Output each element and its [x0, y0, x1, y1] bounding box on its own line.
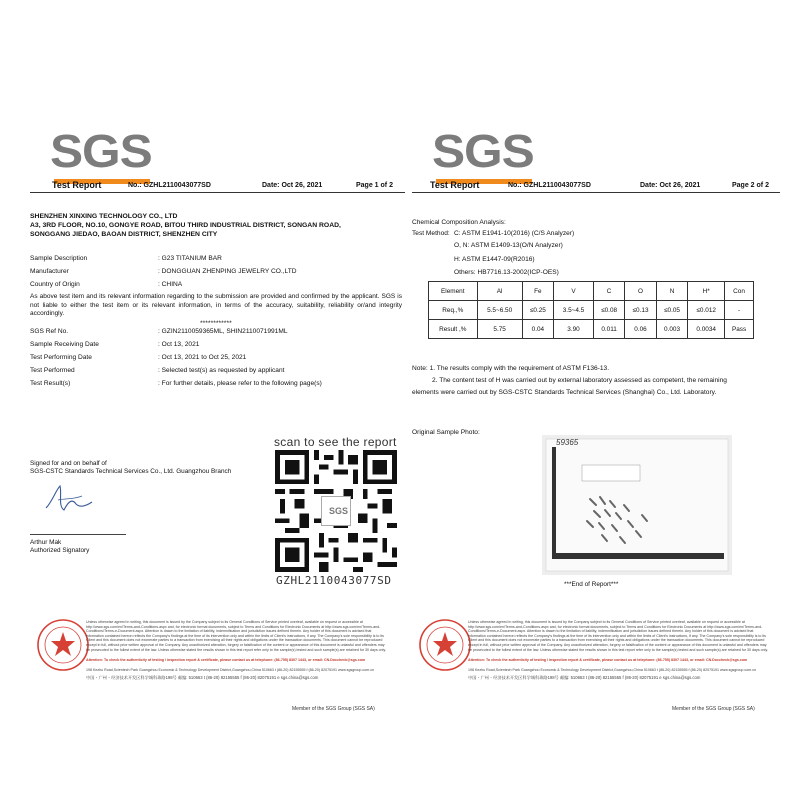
table-header-cell: V: [554, 282, 594, 301]
test-method-on: O, N: ASTM E1409-13(O/N Analyzer): [454, 242, 563, 249]
chemical-heading: Chemical Composition Analysis:: [412, 219, 506, 226]
table-cell: ≤0.012: [688, 301, 725, 320]
report-title: Test Report: [52, 180, 102, 190]
inspection-seal-icon: [36, 618, 90, 672]
results-value: : For further details, please refer to the following page(s): [158, 380, 322, 387]
stars-separator: ************: [200, 320, 232, 327]
report-date: Date: Oct 26, 2021: [640, 182, 701, 189]
table-cell: 5.5~6.50: [477, 301, 522, 320]
table-cell: 3.5~4.5: [554, 301, 594, 320]
origin-value: : CHINA: [158, 281, 183, 288]
sgs-logo: SGS: [50, 128, 144, 174]
manufacturer-value: : DONGGUAN ZHENPING JEWELRY CO.,LTD: [158, 268, 297, 275]
page-number: Page 2 of 2: [732, 182, 769, 189]
ref-label: SGS Ref No.: [30, 328, 69, 335]
applicant-address-2: SONGGANG JIEDAO, BAOAN DISTRICT, SHENZHEN CITY: [30, 231, 218, 238]
sgs-member-note: Member of the SGS Group (SGS SA): [292, 706, 375, 712]
table-cell: 5.75: [477, 320, 522, 339]
test-method-h: H: ASTM E1447-09(R2016): [454, 256, 535, 263]
report-title: Test Report: [430, 180, 480, 190]
table-cell: -: [725, 301, 754, 320]
table-cell: ≤0.08: [593, 301, 624, 320]
terms-small-print: Unless otherwise agreed in writing, this document is issued by the Company subject to its General Conditions of Service printed overleaf, available on request or accessible at http://www.sgs.com/en/Terms-and-Conditions.aspx and, for electronic format documents, subject to Terms and Conditions for Electronic Documents at http://www.sgs.com/en/Terms-and-Conditions/Terms-e-Document.aspx. Attention is drawn to the limitation of liability, indemnification and jurisdiction issues defined therein. Any holder of this document is advised that information contained hereon reflects the Company's findings at the time of its intervention only and within the limits of Client's instructions, if any. The Company's sole responsibility is to its Client and this document does not exonerate parties to a transaction from exercising all their rights and obligations under the transaction documents. This document cannot be reproduced except in full, without prior written approval of the Company. Any unauthorized alteration, forgery or falsification of the content or appearance of this document is unlawful and offenders may be prosecuted to the fullest extent of the law. Unless otherwise stated the results shown in this test report refer only to the sample(s) tested and such sample(s) are retained for 30 days only.: [468, 620, 768, 652]
header-divider: [30, 192, 405, 193]
signatory-title: Authorized Signatory: [30, 547, 90, 554]
table-header-cell: H*: [688, 282, 725, 301]
report-page-2: [412, 120, 792, 720]
footer-address-cn: 中国・广州・经济技术开发区科学城科珠路198号 邮编: 510663 t (86-20) 82155555 f (86-20) 82075191 e sgs.china@sgs.com: [86, 675, 319, 680]
table-header-cell: Element: [429, 282, 478, 301]
sgs-member-note: Member of the SGS Group (SGS SA): [672, 706, 755, 712]
note-1: Note: 1. The results comply with the requirement of ASTM F136-13.: [412, 365, 610, 372]
end-of-report: ***End of Report***: [564, 581, 619, 588]
test-method-others: Others: HB7716.13-2002(ICP-OES): [454, 269, 559, 276]
test-method-c: C: ASTM E1941-10(2016) (C/S Analyzer): [454, 230, 575, 237]
signature-icon: [42, 480, 102, 520]
performing-label: Test Performing Date: [30, 354, 92, 361]
handwritten-sample-number: 59365: [556, 438, 579, 447]
table-cell: 0.0034: [688, 320, 725, 339]
inspection-seal-icon: [418, 618, 472, 672]
qr-caption: scan to see the report: [274, 435, 397, 449]
table-cell: Pass: [725, 320, 754, 339]
disclaimer-text: As above test item and its relevant information regarding to the submission are provided and confirmed by the applicant. SGS is not liable to either the test item or its relevant information, in terms of the accuracy, suitability, reliability or/and integrity accordingly.: [30, 293, 402, 317]
footer-address-en: 198 Kezhu Road,Scientech Park Guangzhou Economic & Technology Development District,Guangzhou,China 510663 t (86-20) 82155555 f (86-20) 82075191 www.sgsgroup.com.cn: [468, 668, 757, 672]
note-2-line-1: 2. The content test of H was carried out by external laboratory assessed as competent, the remaining: [432, 377, 727, 384]
table-row: [429, 320, 754, 339]
performing-value: : Oct 13, 2021 to Oct 25, 2021: [158, 354, 247, 361]
origin-label: Country of Origin: [30, 281, 80, 288]
applicant-address-1: A3, 3RD FLOOR, NO.10, GONGYE ROAD, BITOU THIRD INDUSTRIAL DISTRICT, SONGAN ROAD,: [30, 222, 341, 229]
manufacturer-label: Manufacturer: [30, 268, 69, 275]
note-2-line-2: elements were carried out by SGS-CSTC Standards Technical Services (Shanghai) Co., Ltd. Laboratory.: [412, 389, 717, 396]
test-method-label: Test Method:: [412, 230, 450, 237]
table-cell: ≤0.13: [625, 301, 656, 320]
table-cell: 0.011: [593, 320, 624, 339]
footer-address-en: 198 Kezhu Road,Scientech Park Guangzhou Economic & Technology Development District,Guangzhou,China 510663 t (86-20) 82155555 f (86-20) 82075191 www.sgsgroup.com.cn: [86, 668, 375, 672]
terms-small-print: Unless otherwise agreed in writing, this document is issued by the Company subject to its General Conditions of Service printed overleaf, available on request or accessible at http://www.sgs.com/en/Terms-and-Conditions.aspx and, for electronic format documents, subject to Terms and Conditions for Electronic Documents at http://www.sgs.com/en/Terms-and-Conditions/Terms-e-Document.aspx. Attention is drawn to the limitation of liability, indemnification and jurisdiction issues defined therein. Any holder of this document is advised that information contained hereon reflects the Company's findings at the time of its intervention only and within the limits of Client's instructions, if any. The Company's sole responsibility is to its Client and this document does not exonerate parties to a transaction from exercising all their rights and obligations under the transaction documents. This document cannot be reproduced except in full, without prior written approval of the Company. Any unauthorized alteration, forgery or falsification of the content or appearance of this document is unlawful and offenders may be prosecuted to the fullest extent of the law. Unless otherwise stated the results shown in this test report refer only to the sample(s) tested and such sample(s) are retained for 30 days only.: [86, 620, 386, 652]
sample-photo: [542, 435, 732, 575]
composition-table: [428, 281, 754, 339]
authenticity-notice: Attention: To check the authenticity of testing / inspection report & certificate, please contact us at telephone: (86-755) 8307 1443, or email: CN.Doccheck@sgs.com: [86, 658, 366, 662]
receiving-value: : Oct 13, 2021: [158, 341, 200, 348]
applicant-name: SHENZHEN XINXING TECHNOLOGY CO., LTD: [30, 213, 178, 220]
sample-description-value: : G23 TITANIUM BAR: [158, 255, 222, 262]
table-row: [429, 301, 754, 320]
table-header-cell: Al: [477, 282, 522, 301]
table-header-cell: C: [593, 282, 624, 301]
signing-company: SGS-CSTC Standards Technical Services Co., Ltd. Guangzhou Branch: [30, 468, 232, 475]
table-cell: 3.90: [554, 320, 594, 339]
table-header-cell: O: [625, 282, 656, 301]
qr-center-logo: SGS: [329, 506, 349, 516]
authenticity-notice: Attention: To check the authenticity of testing / inspection report & certificate, please contact us at telephone: (86-755) 8307 1443, or email: CN.Doccheck@sgs.com: [468, 658, 748, 662]
table-cell: ≤0.05: [656, 301, 688, 320]
qr-report-code: GZHL2110043077SD: [276, 574, 392, 587]
header-divider: [412, 192, 780, 193]
photo-label: Original Sample Photo:: [412, 429, 480, 436]
table-cell: Req.,%: [429, 301, 478, 320]
signed-on-behalf: Signed for and on behalf of: [30, 460, 107, 467]
table-cell: Result ,%: [429, 320, 478, 339]
signatory-name: Arthur Mak: [30, 539, 62, 546]
footer-address-cn: 中国・广州・经济技术开发区科学城科珠路198号 邮编: 510663 t (86-20) 82155555 f (86-20) 82075191 e sgs.china@sgs.com: [468, 675, 701, 680]
report-date: Date: Oct 26, 2021: [262, 182, 323, 189]
performed-value: : Selected test(s) as requested by applicant: [158, 367, 285, 374]
results-label: Test Result(s): [30, 380, 71, 387]
page-number: Page 1 of 2: [356, 182, 393, 189]
table-cell: ≤0.25: [522, 301, 553, 320]
table-header-cell: N: [656, 282, 688, 301]
performed-label: Test Performed: [30, 367, 75, 374]
report-number: No.: GZHL2110043077SD: [128, 182, 211, 189]
report-number: No.: GZHL2110043077SD: [508, 182, 591, 189]
table-cell: 0.06: [625, 320, 656, 339]
report-page-1: [30, 120, 410, 720]
table-header-cell: Fe: [522, 282, 553, 301]
table-header-cell: Con: [725, 282, 754, 301]
signature-line: [30, 534, 126, 535]
ref-value: : GZIN2110059365ML, SHIN2110071991ML: [158, 328, 288, 335]
table-cell: 0.003: [656, 320, 688, 339]
sample-description-label: Sample Description: [30, 255, 88, 262]
receiving-label: Sample Receiving Date: [30, 341, 99, 348]
sgs-logo: SGS: [432, 128, 526, 174]
table-cell: 0.04: [522, 320, 553, 339]
table-header-row: [429, 282, 754, 301]
